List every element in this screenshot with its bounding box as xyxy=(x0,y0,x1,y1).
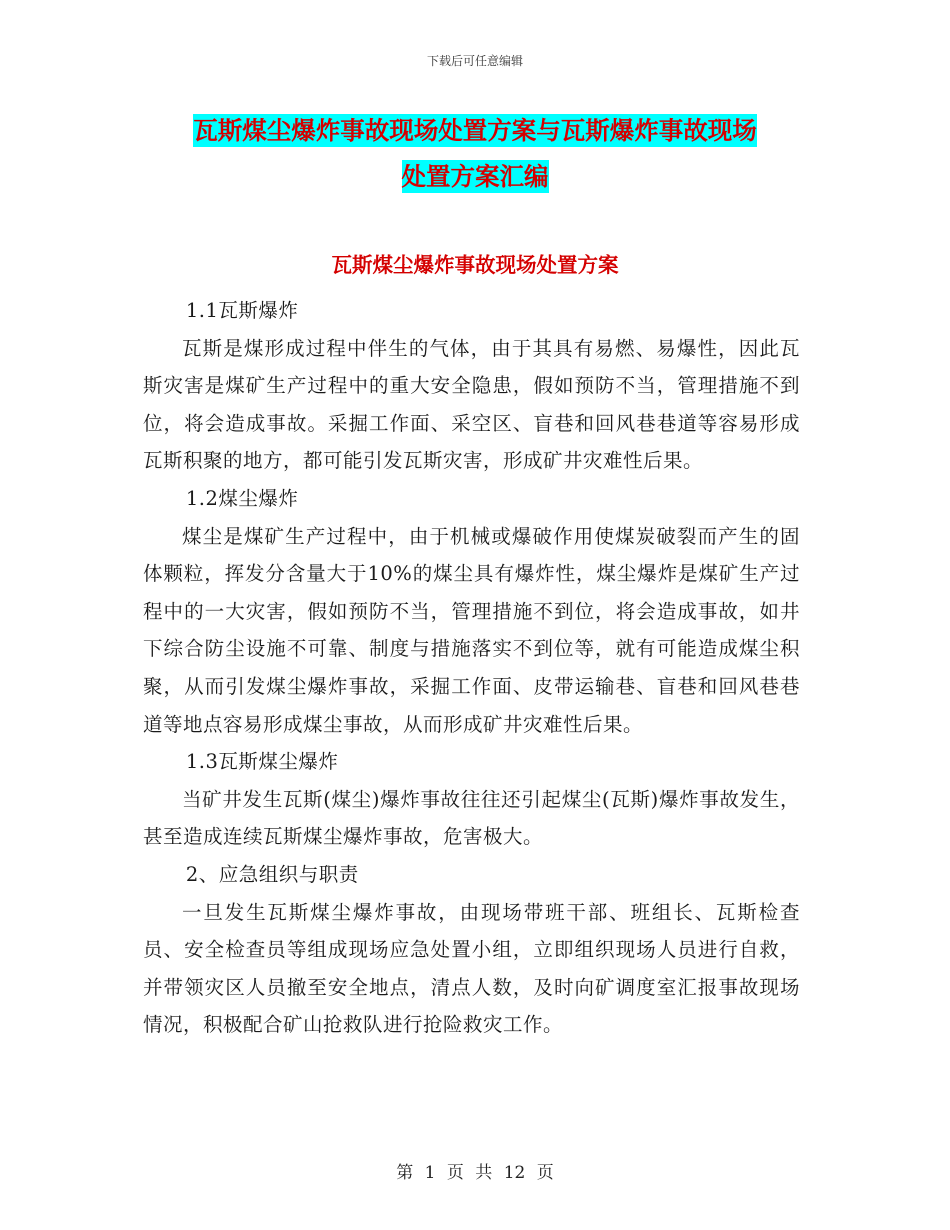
title-line-2: 处置方案汇编 xyxy=(401,162,549,191)
paragraph-coal-dust: 煤尘是煤矿生产过程中，由于机械或爆破作用使煤炭破裂而产生的固体颗粒，挥发分含量大于10%的煤尘具有爆炸性，煤尘爆炸是煤矿生产过程中的一大灾害，假如预防不当，管理措施不到位，将会造成事故，如井下综合防尘设施不可靠、制度与措施落实不到位等，就有可能造成煤尘积聚，从而引发煤尘爆炸事故，采掘工作面、皮带运输巷、盲巷和回风巷巷道等地点容易形成煤尘事故，从而形成矿井灾难性后果。 xyxy=(143,524,800,736)
page-footer: 第 1 页 共 12 页 xyxy=(396,1163,554,1183)
subheading-1-1: 1.1瓦斯爆炸 xyxy=(185,299,299,322)
title-line-1: 瓦斯煤尘爆炸事故现场处置方案与瓦斯爆炸事故现场 xyxy=(193,116,757,145)
subheading-1-2: 1.2煤尘爆炸 xyxy=(185,486,299,510)
subheading-2: 2、应急组织与职责 xyxy=(185,862,359,886)
document-title xyxy=(0,108,950,200)
paragraph-gas-explosion: 瓦斯是煤形成过程中伴生的气体，由于其具有易燃、易爆性，因此瓦斯灾害是煤矿生产过程中的重大安全隐患，假如预防不当，管理措施不到位，将会造成事故。采掘工作面、采空区、盲巷和回风巷巷道等容易形成瓦斯积聚的地方，都可能引发瓦斯灾害，形成矿井灾难性后果。 xyxy=(143,336,800,473)
document-body xyxy=(143,292,800,1044)
section-title: 瓦斯煤尘爆炸事故现场处置方案 xyxy=(331,253,619,277)
header-note: 下载后可任意编辑 xyxy=(426,54,523,68)
subheading-1-3: 1.3瓦斯煤尘爆炸 xyxy=(185,750,339,774)
paragraph-emergency-org: 一旦发生瓦斯煤尘爆炸事故，由现场带班干部、班组长、瓦斯检查员、安全检查员等组成现场应急处置小组，立即组织现场人员进行自救，并带领灾区人员撤至安全地点，清点人数，及时向矿调度室汇报事故现场情况，积极配合矿山抢救队进行抢险救灾工作。 xyxy=(143,900,800,1037)
paragraph-combined-explosion: 当矿井发生瓦斯(煤尘)爆炸事故往往还引起煤尘(瓦斯)爆炸事故发生，甚至造成连续瓦斯煤尘爆炸事故，危害极大。 xyxy=(143,787,800,849)
